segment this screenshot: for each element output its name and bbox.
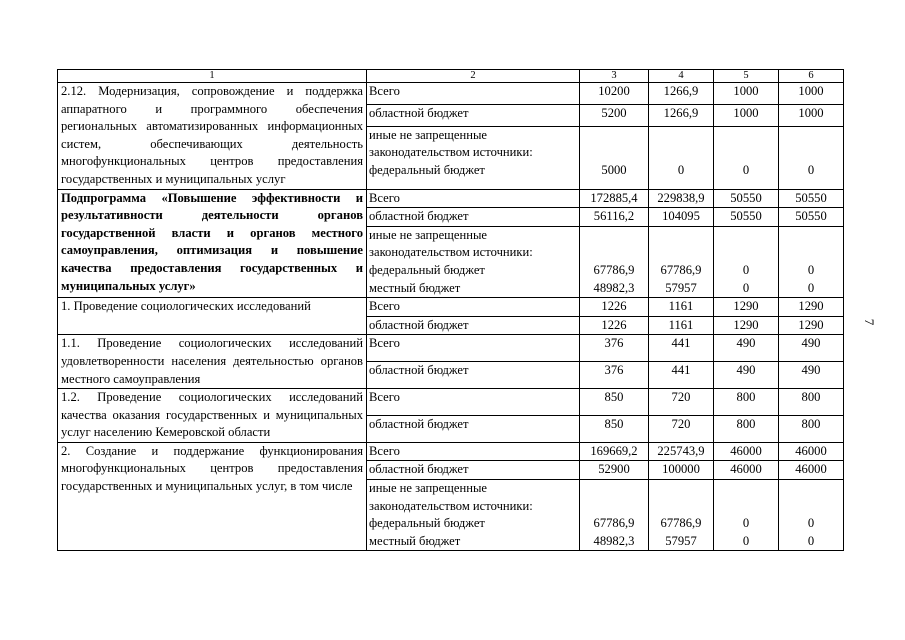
spacer [649, 244, 713, 262]
amount-cell: 46000 [779, 442, 844, 461]
spacer [649, 227, 713, 245]
amount-cell: 1161 [649, 298, 714, 317]
amount-cell [649, 480, 714, 551]
amount-cell: 10200 [580, 83, 649, 105]
amount-cell: 1000 [779, 104, 844, 126]
amount-cell: 376 [580, 335, 649, 362]
amount-value: 0 0 [742, 262, 750, 295]
spacer [714, 227, 778, 245]
funding-source-cell [367, 126, 580, 189]
amount-cell: 1290 [779, 316, 844, 335]
amount-cell: 56116,2 [580, 208, 649, 227]
table-header-row [58, 70, 844, 83]
funding-source-line: законодательством источники: [369, 245, 533, 260]
budget-table [57, 69, 844, 551]
amount-cell: 5200 [580, 104, 649, 126]
amount-value: 67786,9 48982,3 [593, 262, 635, 295]
spacer [580, 480, 648, 498]
measure-name-cell: 1. Проведение социологических исследований [58, 298, 367, 335]
amount-cell: 850 [580, 389, 649, 416]
spacer [714, 498, 778, 516]
funding-source-cell: Всего [367, 442, 580, 461]
funding-source-cell: областной бюджет [367, 104, 580, 126]
funding-source-cell [367, 226, 580, 297]
amount-cell: 172885,4 [580, 189, 649, 208]
amount-cell [714, 226, 779, 297]
amount-value: 0 [677, 162, 685, 177]
funding-source-line: иные не запрещенные [369, 127, 487, 142]
spacer [714, 480, 778, 498]
header-cell: 5 [714, 70, 779, 83]
amount-cell [714, 126, 779, 189]
amount-cell: 46000 [714, 442, 779, 461]
spacer [779, 244, 843, 262]
amount-cell: 1226 [580, 316, 649, 335]
spacer [779, 498, 843, 516]
amount-cell: 169669,2 [580, 442, 649, 461]
amount-cell: 800 [779, 389, 844, 416]
amount-cell: 1000 [714, 104, 779, 126]
amount-cell: 1266,9 [649, 104, 714, 126]
table-row [58, 389, 844, 416]
measure-name-cell: 2. Создание и поддержание функционирования многофункциональных центров предоставления государственных и муниципальных услуг, в том числе [58, 442, 367, 551]
spacer [779, 480, 843, 498]
amount-cell: 50550 [714, 208, 779, 227]
table-row [58, 298, 844, 317]
amount-cell: 1000 [779, 83, 844, 105]
amount-cell: 850 [580, 415, 649, 442]
amount-cell: 1000 [714, 83, 779, 105]
funding-source-cell: областной бюджет [367, 208, 580, 227]
amount-value: 0 0 [807, 262, 815, 295]
header-cell: 3 [580, 70, 649, 83]
spacer [580, 498, 648, 516]
spacer [649, 127, 713, 145]
amount-cell: 225743,9 [649, 442, 714, 461]
amount-cell [714, 480, 779, 551]
table-row [58, 83, 844, 105]
amount-cell: 800 [714, 415, 779, 442]
spacer [649, 144, 713, 162]
amount-cell: 800 [779, 415, 844, 442]
funding-source-line: местный бюджет [369, 533, 461, 548]
amount-cell: 1266,9 [649, 83, 714, 105]
amount-cell [779, 126, 844, 189]
funding-source-cell: областной бюджет [367, 415, 580, 442]
measure-name-cell: 2.12. Модернизация, сопровождение и поддержка аппаратного и программного обеспечения региональных автоматизированных информационных систем, обеспечивающих деятельность многофункциональных центров предоставления государственных и муниципальных услуг [58, 83, 367, 190]
measure-name-cell: 1.1. Проведение социологических исследований удовлетворенности населения деятельностью органов местного самоуправления [58, 335, 367, 389]
page-number: 7 [862, 318, 877, 326]
amount-cell [580, 126, 649, 189]
amount-cell: 490 [779, 335, 844, 362]
funding-source-line: местный бюджет [369, 280, 461, 295]
funding-source-line: законодательством источники: [369, 145, 533, 160]
table-row [58, 335, 844, 362]
amount-cell: 100000 [649, 461, 714, 480]
spacer [779, 227, 843, 245]
table-row [58, 442, 844, 461]
amount-value: 5000 [601, 162, 627, 177]
funding-source-line: федеральный бюджет [369, 262, 485, 277]
amount-cell [649, 126, 714, 189]
amount-cell: 376 [580, 362, 649, 389]
amount-cell: 1161 [649, 316, 714, 335]
funding-source-line: федеральный бюджет [369, 162, 485, 177]
amount-value: 0 0 [807, 516, 815, 548]
amount-cell [580, 226, 649, 297]
amount-cell: 1290 [714, 298, 779, 317]
spacer [580, 227, 648, 245]
spacer [714, 244, 778, 262]
funding-source-cell [367, 480, 580, 551]
amount-cell: 490 [714, 335, 779, 362]
funding-source-line: законодательством источники: [369, 498, 533, 513]
amount-cell: 50550 [779, 189, 844, 208]
header-cell: 2 [367, 70, 580, 83]
amount-cell: 1290 [714, 316, 779, 335]
amount-value: 67786,9 48982,3 [593, 516, 635, 548]
amount-cell: 490 [714, 362, 779, 389]
spacer [580, 127, 648, 145]
header-cell: 1 [58, 70, 367, 83]
spacer [580, 144, 648, 162]
spacer [649, 480, 713, 498]
spacer [714, 127, 778, 145]
table-row [58, 189, 844, 208]
spacer [649, 498, 713, 516]
amount-cell: 46000 [714, 461, 779, 480]
amount-cell [779, 226, 844, 297]
measure-name-cell: Подпрограмма «Повышение эффективности и результативности деятельности органов государственной власти и органов местного самоуправления, оптимизация и повышение качества предоставления государственных и муниципальных услуг» [58, 189, 367, 298]
spacer [779, 144, 843, 162]
amount-cell [779, 480, 844, 551]
funding-source-cell: Всего [367, 335, 580, 362]
amount-cell: 50550 [714, 189, 779, 208]
amount-value: 67786,9 57957 [660, 516, 702, 548]
amount-cell: 720 [649, 415, 714, 442]
amount-value: 0 [807, 162, 815, 177]
amount-cell: 720 [649, 389, 714, 416]
amount-cell: 46000 [779, 461, 844, 480]
spacer [779, 127, 843, 145]
amount-cell: 229838,9 [649, 189, 714, 208]
funding-source-cell: Всего [367, 389, 580, 416]
funding-source-line: иные не запрещенные [369, 227, 487, 242]
measure-name-cell: 1.2. Проведение социологических исследований качества оказания государственных и муниципальных услуг населению Кемеровской области [58, 389, 367, 443]
amount-cell: 104095 [649, 208, 714, 227]
funding-source-cell: областной бюджет [367, 461, 580, 480]
funding-source-cell: областной бюджет [367, 362, 580, 389]
amount-value: 67786,9 57957 [660, 262, 702, 295]
amount-cell: 800 [714, 389, 779, 416]
header-cell: 4 [649, 70, 714, 83]
funding-source-cell: областной бюджет [367, 316, 580, 335]
amount-cell [649, 226, 714, 297]
amount-cell: 441 [649, 362, 714, 389]
funding-source-cell: Всего [367, 189, 580, 208]
spacer [580, 244, 648, 262]
amount-cell: 52900 [580, 461, 649, 480]
spacer [714, 144, 778, 162]
amount-value: 0 0 [742, 516, 750, 548]
amount-cell: 1290 [779, 298, 844, 317]
funding-source-line: иные не запрещенные [369, 481, 487, 496]
amount-value: 0 [742, 162, 750, 177]
funding-source-line: федеральный бюджет [369, 516, 485, 531]
amount-cell: 1226 [580, 298, 649, 317]
funding-source-cell: Всего [367, 83, 580, 105]
funding-source-cell: Всего [367, 298, 580, 317]
amount-cell [580, 480, 649, 551]
header-cell: 6 [779, 70, 844, 83]
amount-cell: 50550 [779, 208, 844, 227]
amount-cell: 490 [779, 362, 844, 389]
amount-cell: 441 [649, 335, 714, 362]
